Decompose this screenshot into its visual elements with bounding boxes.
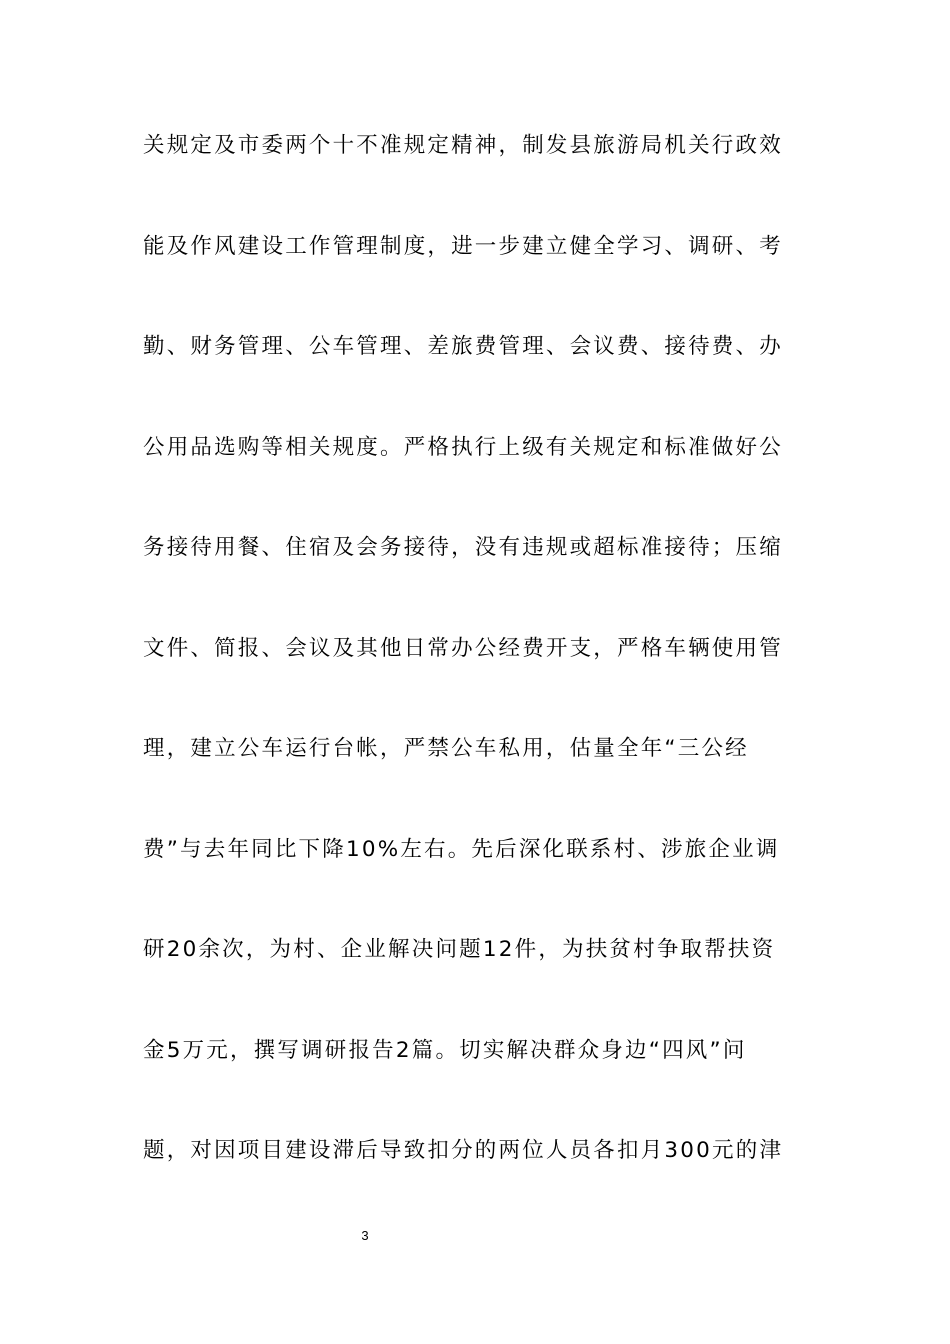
text-line: 题，对因项目建设滞后导致扣分的两位人员各扣月300元的津 bbox=[143, 1138, 784, 1163]
text-line: 关规定及市委两个十不准规定精神，制发县旅游局机关行政效 bbox=[143, 133, 783, 158]
text-line: 费”与去年同比下降10%左右。先后深化联系村、涉旅企业调 bbox=[143, 836, 780, 862]
body-text bbox=[143, 126, 808, 1232]
text-line: 理，建立公车运行台帐，严禁公车私用，估量全年“三公经 bbox=[143, 736, 749, 761]
text-line: 公用品选购等相关规度。严格执行上级有关规定和标准做好公 bbox=[143, 434, 783, 460]
text-line: 金5万元，撰写调研报告2篇。切实解决群众身边“四风”问 bbox=[143, 1037, 747, 1063]
text-line: 勤、财务管理、公车管理、差旅费管理、会议费、接待费、办 bbox=[143, 334, 783, 359]
text-line: 务接待用餐、住宿及会务接待，没有违规或超标准接待；压缩 bbox=[143, 535, 783, 560]
page-number: 3 bbox=[361, 1228, 369, 1243]
text-line: 能及作风建设工作管理制度，进一步建立健全学习、调研、考 bbox=[143, 233, 783, 259]
text-line: 文件、简报、会议及其他日常办公经费开支，严格车辆使用管 bbox=[143, 635, 783, 661]
text-line: 研20余次，为村、企业解决问题12件，为扶贫村争取帮扶资 bbox=[143, 937, 776, 962]
